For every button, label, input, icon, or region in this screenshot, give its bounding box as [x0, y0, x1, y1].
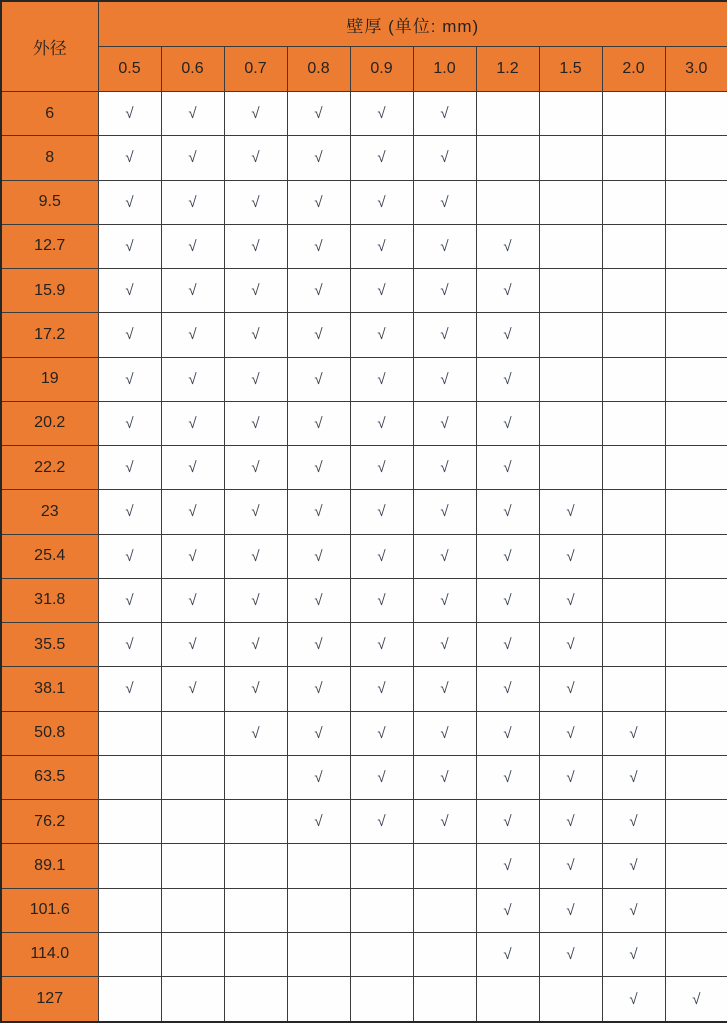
check-cell: √: [350, 446, 413, 490]
check-cell: √: [98, 269, 161, 313]
outer-diameter-header: 外径: [1, 1, 98, 92]
empty-cell: [224, 844, 287, 888]
empty-cell: [665, 932, 727, 976]
check-cell: √: [350, 313, 413, 357]
thickness-col-header: 0.5: [98, 47, 161, 92]
check-cell: √: [413, 711, 476, 755]
table-row: [1, 844, 727, 888]
check-cell: √: [476, 844, 539, 888]
check-cell: √: [224, 623, 287, 667]
check-cell: √: [476, 313, 539, 357]
check-cell: √: [350, 269, 413, 313]
check-cell: √: [350, 578, 413, 622]
check-cell: √: [224, 401, 287, 445]
empty-cell: [665, 357, 727, 401]
check-cell: √: [539, 888, 602, 932]
check-cell: √: [98, 401, 161, 445]
empty-cell: [224, 977, 287, 1023]
empty-cell: [539, 136, 602, 180]
check-cell: √: [98, 623, 161, 667]
check-cell: √: [224, 92, 287, 136]
empty-cell: [224, 755, 287, 799]
outer-diameter-value: 12.7: [1, 224, 98, 268]
empty-cell: [602, 269, 665, 313]
check-cell: √: [161, 490, 224, 534]
outer-diameter-value: 76.2: [1, 800, 98, 844]
empty-cell: [350, 888, 413, 932]
check-cell: √: [413, 180, 476, 224]
header-row-thickness-values: [1, 47, 727, 92]
check-cell: √: [98, 667, 161, 711]
check-cell: √: [476, 578, 539, 622]
table-row: [1, 578, 727, 622]
empty-cell: [98, 888, 161, 932]
check-cell: √: [476, 534, 539, 578]
empty-cell: [665, 888, 727, 932]
empty-cell: [602, 313, 665, 357]
check-cell: √: [602, 844, 665, 888]
outer-diameter-value: 38.1: [1, 667, 98, 711]
empty-cell: [539, 401, 602, 445]
check-cell: √: [224, 446, 287, 490]
outer-diameter-value: 127: [1, 977, 98, 1023]
table-body: [1, 92, 727, 1023]
check-cell: √: [287, 578, 350, 622]
empty-cell: [98, 977, 161, 1023]
check-cell: √: [98, 313, 161, 357]
check-cell: √: [413, 357, 476, 401]
empty-cell: [665, 755, 727, 799]
check-cell: √: [350, 180, 413, 224]
check-cell: √: [98, 357, 161, 401]
empty-cell: [539, 313, 602, 357]
thickness-col-header: 0.8: [287, 47, 350, 92]
check-cell: √: [287, 269, 350, 313]
check-cell: √: [602, 755, 665, 799]
thickness-col-header: 0.6: [161, 47, 224, 92]
outer-diameter-value: 9.5: [1, 180, 98, 224]
empty-cell: [665, 534, 727, 578]
empty-cell: [224, 888, 287, 932]
check-cell: √: [98, 490, 161, 534]
empty-cell: [539, 180, 602, 224]
empty-cell: [602, 92, 665, 136]
check-cell: √: [413, 623, 476, 667]
check-cell: √: [413, 755, 476, 799]
table-row: [1, 446, 727, 490]
empty-cell: [665, 711, 727, 755]
empty-cell: [98, 844, 161, 888]
empty-cell: [665, 180, 727, 224]
check-cell: √: [413, 136, 476, 180]
empty-cell: [602, 623, 665, 667]
check-cell: √: [539, 844, 602, 888]
table-row: [1, 755, 727, 799]
check-cell: √: [161, 357, 224, 401]
check-cell: √: [413, 224, 476, 268]
empty-cell: [287, 932, 350, 976]
table-row: [1, 888, 727, 932]
outer-diameter-value: 23: [1, 490, 98, 534]
check-cell: √: [476, 401, 539, 445]
outer-diameter-value: 31.8: [1, 578, 98, 622]
check-cell: √: [476, 888, 539, 932]
outer-diameter-value: 22.2: [1, 446, 98, 490]
check-cell: √: [161, 180, 224, 224]
table-row: [1, 357, 727, 401]
outer-diameter-value: 15.9: [1, 269, 98, 313]
check-cell: √: [476, 932, 539, 976]
check-cell: √: [224, 224, 287, 268]
check-cell: √: [413, 401, 476, 445]
check-cell: √: [413, 800, 476, 844]
check-cell: √: [476, 269, 539, 313]
empty-cell: [602, 401, 665, 445]
empty-cell: [539, 446, 602, 490]
wall-thickness-header: 壁厚 (单位: mm): [98, 1, 727, 47]
check-cell: √: [602, 711, 665, 755]
check-cell: √: [476, 224, 539, 268]
check-cell: √: [287, 313, 350, 357]
check-cell: √: [476, 490, 539, 534]
empty-cell: [539, 269, 602, 313]
empty-cell: [161, 977, 224, 1023]
empty-cell: [287, 888, 350, 932]
check-cell: √: [287, 136, 350, 180]
check-cell: √: [602, 800, 665, 844]
check-cell: √: [161, 446, 224, 490]
check-cell: √: [287, 711, 350, 755]
check-cell: √: [539, 800, 602, 844]
check-cell: √: [476, 623, 539, 667]
empty-cell: [665, 92, 727, 136]
outer-diameter-value: 35.5: [1, 623, 98, 667]
check-cell: √: [98, 534, 161, 578]
thickness-col-header: 3.0: [665, 47, 727, 92]
empty-cell: [665, 844, 727, 888]
outer-diameter-value: 8: [1, 136, 98, 180]
check-cell: √: [161, 534, 224, 578]
check-cell: √: [98, 224, 161, 268]
empty-cell: [602, 578, 665, 622]
check-cell: √: [413, 667, 476, 711]
empty-cell: [602, 224, 665, 268]
empty-cell: [98, 755, 161, 799]
table-row: [1, 269, 727, 313]
check-cell: √: [287, 224, 350, 268]
table-row: [1, 224, 727, 268]
check-cell: √: [350, 711, 413, 755]
check-cell: √: [224, 667, 287, 711]
table-row: [1, 490, 727, 534]
outer-diameter-value: 17.2: [1, 313, 98, 357]
table-row: [1, 623, 727, 667]
check-cell: √: [539, 755, 602, 799]
check-cell: √: [161, 269, 224, 313]
check-cell: √: [98, 578, 161, 622]
check-cell: √: [413, 446, 476, 490]
outer-diameter-value: 25.4: [1, 534, 98, 578]
check-cell: √: [413, 490, 476, 534]
table-row: [1, 92, 727, 136]
check-cell: √: [350, 357, 413, 401]
check-cell: √: [224, 136, 287, 180]
empty-cell: [98, 932, 161, 976]
table-row: [1, 800, 727, 844]
empty-cell: [413, 888, 476, 932]
check-cell: √: [350, 490, 413, 534]
check-cell: √: [98, 180, 161, 224]
check-cell: √: [539, 667, 602, 711]
check-cell: √: [224, 357, 287, 401]
empty-cell: [476, 92, 539, 136]
empty-cell: [665, 313, 727, 357]
check-cell: √: [476, 446, 539, 490]
thickness-col-header: 0.7: [224, 47, 287, 92]
empty-cell: [161, 755, 224, 799]
check-cell: √: [98, 92, 161, 136]
check-cell: √: [539, 711, 602, 755]
check-cell: √: [413, 313, 476, 357]
empty-cell: [161, 800, 224, 844]
empty-cell: [476, 136, 539, 180]
empty-cell: [602, 534, 665, 578]
empty-cell: [98, 711, 161, 755]
table-row: [1, 136, 727, 180]
check-cell: √: [350, 755, 413, 799]
empty-cell: [539, 357, 602, 401]
empty-cell: [602, 136, 665, 180]
empty-cell: [476, 180, 539, 224]
check-cell: √: [350, 136, 413, 180]
check-cell: √: [413, 269, 476, 313]
outer-diameter-value: 63.5: [1, 755, 98, 799]
check-cell: √: [539, 490, 602, 534]
empty-cell: [602, 357, 665, 401]
empty-cell: [665, 578, 727, 622]
check-cell: √: [476, 667, 539, 711]
check-cell: √: [287, 92, 350, 136]
check-cell: √: [161, 401, 224, 445]
check-cell: √: [98, 136, 161, 180]
thickness-col-header: 1.2: [476, 47, 539, 92]
check-cell: √: [161, 224, 224, 268]
empty-cell: [602, 490, 665, 534]
check-cell: √: [350, 401, 413, 445]
check-cell: √: [539, 623, 602, 667]
check-cell: √: [476, 711, 539, 755]
outer-diameter-value: 6: [1, 92, 98, 136]
outer-diameter-value: 114.0: [1, 932, 98, 976]
empty-cell: [665, 667, 727, 711]
header-row-title: [1, 1, 727, 47]
empty-cell: [350, 932, 413, 976]
check-cell: √: [350, 224, 413, 268]
check-cell: √: [287, 534, 350, 578]
empty-cell: [665, 269, 727, 313]
empty-cell: [161, 711, 224, 755]
check-cell: √: [287, 401, 350, 445]
check-cell: √: [350, 92, 413, 136]
empty-cell: [602, 180, 665, 224]
empty-cell: [665, 800, 727, 844]
outer-diameter-value: 19: [1, 357, 98, 401]
empty-cell: [602, 667, 665, 711]
table-row: [1, 932, 727, 976]
empty-cell: [539, 977, 602, 1023]
check-cell: √: [413, 578, 476, 622]
check-cell: √: [161, 92, 224, 136]
table-row: [1, 667, 727, 711]
table-row: [1, 977, 727, 1023]
check-cell: √: [161, 667, 224, 711]
thickness-col-header: 2.0: [602, 47, 665, 92]
check-cell: √: [224, 180, 287, 224]
empty-cell: [665, 623, 727, 667]
table-row: [1, 401, 727, 445]
check-cell: √: [476, 755, 539, 799]
check-cell: √: [665, 977, 727, 1023]
empty-cell: [161, 932, 224, 976]
empty-cell: [665, 224, 727, 268]
empty-cell: [665, 401, 727, 445]
check-cell: √: [287, 623, 350, 667]
thickness-col-header: 1.5: [539, 47, 602, 92]
check-cell: √: [224, 711, 287, 755]
empty-cell: [224, 932, 287, 976]
empty-cell: [287, 844, 350, 888]
table-row: [1, 313, 727, 357]
check-cell: √: [413, 92, 476, 136]
check-cell: √: [350, 534, 413, 578]
check-cell: √: [224, 490, 287, 534]
empty-cell: [350, 844, 413, 888]
check-cell: √: [602, 932, 665, 976]
outer-diameter-value: 89.1: [1, 844, 98, 888]
check-cell: √: [413, 534, 476, 578]
empty-cell: [665, 490, 727, 534]
empty-cell: [350, 977, 413, 1023]
outer-diameter-value: 20.2: [1, 401, 98, 445]
empty-cell: [413, 977, 476, 1023]
check-cell: √: [476, 800, 539, 844]
check-cell: √: [476, 357, 539, 401]
table-row: [1, 711, 727, 755]
thickness-col-header: 1.0: [413, 47, 476, 92]
check-cell: √: [539, 534, 602, 578]
empty-cell: [665, 136, 727, 180]
empty-cell: [413, 844, 476, 888]
check-cell: √: [161, 313, 224, 357]
check-cell: √: [224, 269, 287, 313]
check-cell: √: [224, 534, 287, 578]
check-cell: √: [161, 623, 224, 667]
check-cell: √: [287, 667, 350, 711]
empty-cell: [161, 888, 224, 932]
check-cell: √: [287, 446, 350, 490]
empty-cell: [224, 800, 287, 844]
empty-cell: [539, 92, 602, 136]
check-cell: √: [287, 180, 350, 224]
check-cell: √: [161, 578, 224, 622]
check-cell: √: [161, 136, 224, 180]
outer-diameter-value: 101.6: [1, 888, 98, 932]
check-cell: √: [602, 977, 665, 1023]
check-cell: √: [287, 755, 350, 799]
empty-cell: [98, 800, 161, 844]
check-cell: √: [350, 800, 413, 844]
table-row: [1, 180, 727, 224]
check-cell: √: [350, 667, 413, 711]
empty-cell: [602, 446, 665, 490]
check-cell: √: [287, 357, 350, 401]
check-cell: √: [98, 446, 161, 490]
check-cell: √: [539, 932, 602, 976]
check-cell: √: [539, 578, 602, 622]
check-cell: √: [287, 800, 350, 844]
empty-cell: [539, 224, 602, 268]
empty-cell: [161, 844, 224, 888]
check-cell: √: [350, 623, 413, 667]
empty-cell: [413, 932, 476, 976]
check-cell: √: [602, 888, 665, 932]
empty-cell: [476, 977, 539, 1023]
outer-diameter-value: 50.8: [1, 711, 98, 755]
check-cell: √: [224, 313, 287, 357]
check-cell: √: [287, 490, 350, 534]
empty-cell: [665, 446, 727, 490]
empty-cell: [287, 977, 350, 1023]
thickness-col-header: 0.9: [350, 47, 413, 92]
check-cell: √: [224, 578, 287, 622]
table-row: [1, 534, 727, 578]
